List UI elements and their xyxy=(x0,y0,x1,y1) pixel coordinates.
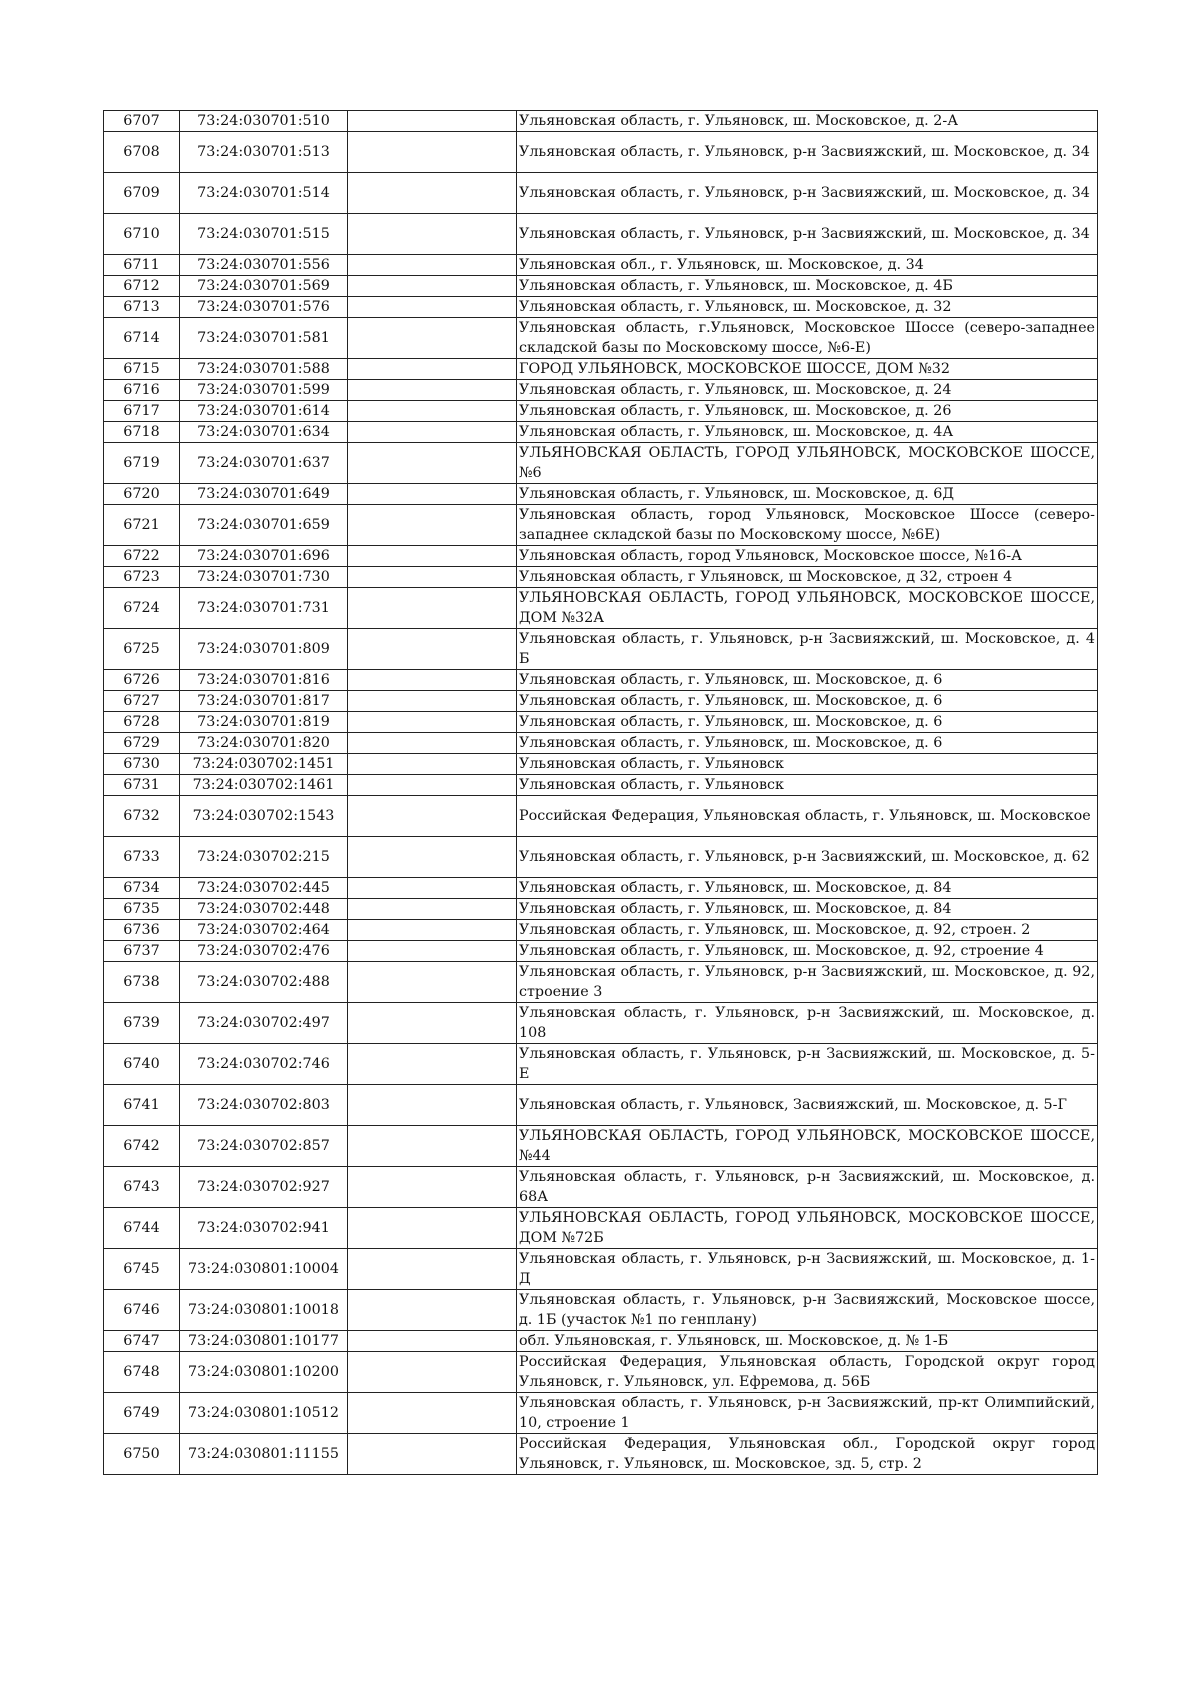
row-number-cell: 6722 xyxy=(104,546,180,567)
row-number-cell: 6724 xyxy=(104,588,180,629)
address-cell: Российская Федерация, Ульяновская обл., Городской округ город Ульяновск, г. Ульяновск, ш. Московское, зд. 5, стр. 2 xyxy=(517,1434,1098,1475)
address-cell: Ульяновская область, г. Ульяновск, р-н Засвияжский, Московское шоссе, д. 1Б (участок №1 по генплану) xyxy=(517,1290,1098,1331)
cadastral-number-cell: 73:24:030701:576 xyxy=(180,297,348,318)
table-row xyxy=(104,588,1098,629)
address-cell: Ульяновская область, г. Ульяновск, ш. Московское, д. 32 xyxy=(517,297,1098,318)
address-cell: Ульяновская область, г. Ульяновск, ш. Московское, д. 6 xyxy=(517,670,1098,691)
address-cell: Ульяновская область, г. Ульяновск xyxy=(517,754,1098,775)
row-number-cell: 6716 xyxy=(104,380,180,401)
row-number-cell: 6721 xyxy=(104,505,180,546)
address-cell: Ульяновская область, г. Ульяновск, ш. Московское, д. 4А xyxy=(517,422,1098,443)
table-row xyxy=(104,1085,1098,1126)
row-number-cell: 6745 xyxy=(104,1249,180,1290)
cadastral-number-cell: 73:24:030702:746 xyxy=(180,1044,348,1085)
address-cell: Ульяновская область, г. Ульяновск, ш. Московское, д. 4Б xyxy=(517,276,1098,297)
table-row xyxy=(104,484,1098,505)
empty-cell xyxy=(348,588,517,629)
cadastral-number-cell: 73:24:030701:637 xyxy=(180,443,348,484)
empty-cell xyxy=(348,380,517,401)
cadastral-number-cell: 73:24:030702:927 xyxy=(180,1167,348,1208)
cadastral-number-cell: 73:24:030701:581 xyxy=(180,318,348,359)
empty-cell xyxy=(348,505,517,546)
row-number-cell: 6715 xyxy=(104,359,180,380)
address-cell: Ульяновская область, г. Ульяновск, р-н Засвияжский, ш. Московское, д. 34 xyxy=(517,173,1098,214)
row-number-cell: 6720 xyxy=(104,484,180,505)
row-number-cell: 6717 xyxy=(104,401,180,422)
address-cell: Ульяновская область, г. Ульяновск, ш. Московское, д. 24 xyxy=(517,380,1098,401)
cadastral-number-cell: 73:24:030702:803 xyxy=(180,1085,348,1126)
row-number-cell: 6726 xyxy=(104,670,180,691)
row-number-cell: 6712 xyxy=(104,276,180,297)
empty-cell xyxy=(348,1126,517,1167)
table-row xyxy=(104,422,1098,443)
row-number-cell: 6735 xyxy=(104,899,180,920)
empty-cell xyxy=(348,1331,517,1352)
empty-cell xyxy=(348,401,517,422)
empty-cell xyxy=(348,837,517,878)
empty-cell xyxy=(348,1290,517,1331)
cadastral-number-cell: 73:24:030701:819 xyxy=(180,712,348,733)
address-cell: Ульяновская область, г. Ульяновск, ш. Московское, д. 84 xyxy=(517,899,1098,920)
table-row xyxy=(104,1352,1098,1393)
cadastral-number-cell: 73:24:030701:659 xyxy=(180,505,348,546)
row-number-cell: 6718 xyxy=(104,422,180,443)
row-number-cell: 6732 xyxy=(104,796,180,837)
address-cell: Ульяновская область, г Ульяновск, ш Московское, д 32, строен 4 xyxy=(517,567,1098,588)
empty-cell xyxy=(348,1167,517,1208)
cadastral-number-cell: 73:24:030701:515 xyxy=(180,214,348,255)
table-row xyxy=(104,1249,1098,1290)
table-row xyxy=(104,629,1098,670)
cadastral-number-cell: 73:24:030701:614 xyxy=(180,401,348,422)
empty-cell xyxy=(348,276,517,297)
table-row xyxy=(104,443,1098,484)
row-number-cell: 6734 xyxy=(104,878,180,899)
row-number-cell: 6736 xyxy=(104,920,180,941)
empty-cell xyxy=(348,712,517,733)
empty-cell xyxy=(348,691,517,712)
empty-cell xyxy=(348,173,517,214)
empty-cell xyxy=(348,567,517,588)
table-row xyxy=(104,962,1098,1003)
table-row xyxy=(104,691,1098,712)
address-cell: Ульяновская область, г. Ульяновск, р-н Засвияжский, пр-кт Олимпийский, 10, строение 1 xyxy=(517,1393,1098,1434)
row-number-cell: 6739 xyxy=(104,1003,180,1044)
cadastral-number-cell: 73:24:030801:10004 xyxy=(180,1249,348,1290)
table-row xyxy=(104,546,1098,567)
row-number-cell: 6727 xyxy=(104,691,180,712)
table-row xyxy=(104,132,1098,173)
empty-cell xyxy=(348,132,517,173)
table-row xyxy=(104,796,1098,837)
address-cell: Ульяновская область, г. Ульяновск, р-н Засвияжский, ш. Московское, д. 92, строение 3 xyxy=(517,962,1098,1003)
table-row xyxy=(104,401,1098,422)
empty-cell xyxy=(348,775,517,796)
address-cell: Ульяновская область, г.Ульяновск, Московское Шоссе (северо-западнее складской базы по Московскому шоссе, №6-Е) xyxy=(517,318,1098,359)
empty-cell xyxy=(348,443,517,484)
table-row xyxy=(104,214,1098,255)
row-number-cell: 6728 xyxy=(104,712,180,733)
cadastral-number-cell: 73:24:030701:599 xyxy=(180,380,348,401)
address-cell: Российская Федерация, Ульяновская область, г. Ульяновск, ш. Московское xyxy=(517,796,1098,837)
cadastral-number-cell: 73:24:030801:11155 xyxy=(180,1434,348,1475)
empty-cell xyxy=(348,941,517,962)
table-row xyxy=(104,733,1098,754)
cadastral-number-cell: 73:24:030801:10512 xyxy=(180,1393,348,1434)
cadastral-number-cell: 73:24:030701:816 xyxy=(180,670,348,691)
address-cell: Ульяновская область, г. Ульяновск, Засвияжский, ш. Московское, д. 5-Г xyxy=(517,1085,1098,1126)
table-row xyxy=(104,111,1098,132)
empty-cell xyxy=(348,1393,517,1434)
empty-cell xyxy=(348,359,517,380)
address-cell: Ульяновская область, г. Ульяновск, р-н Засвияжский, ш. Московское, д. 108 xyxy=(517,1003,1098,1044)
empty-cell xyxy=(348,1434,517,1475)
empty-cell xyxy=(348,422,517,443)
cadastral-number-cell: 73:24:030702:476 xyxy=(180,941,348,962)
row-number-cell: 6749 xyxy=(104,1393,180,1434)
cadastral-number-cell: 73:24:030701:649 xyxy=(180,484,348,505)
table-row xyxy=(104,505,1098,546)
cadastral-number-cell: 73:24:030701:569 xyxy=(180,276,348,297)
address-cell: Ульяновская область, г. Ульяновск, р-н Засвияжский, ш. Московское, д. 34 xyxy=(517,132,1098,173)
cadastral-number-cell: 73:24:030702:857 xyxy=(180,1126,348,1167)
address-cell: Ульяновская область, г. Ульяновск, ш. Московское, д. 84 xyxy=(517,878,1098,899)
cadastral-number-cell: 73:24:030701:556 xyxy=(180,255,348,276)
address-cell: Ульяновская область, г. Ульяновск, ш. Московское, д. 6Д xyxy=(517,484,1098,505)
cadastral-number-cell: 73:24:030702:497 xyxy=(180,1003,348,1044)
table-row xyxy=(104,318,1098,359)
row-number-cell: 6731 xyxy=(104,775,180,796)
empty-cell xyxy=(348,920,517,941)
row-number-cell: 6742 xyxy=(104,1126,180,1167)
cadastral-number-cell: 73:24:030701:820 xyxy=(180,733,348,754)
cadastral-table xyxy=(103,110,1098,1475)
row-number-cell: 6707 xyxy=(104,111,180,132)
row-number-cell: 6708 xyxy=(104,132,180,173)
table-row xyxy=(104,1331,1098,1352)
cadastral-number-cell: 73:24:030702:941 xyxy=(180,1208,348,1249)
address-cell: Ульяновская область, г. Ульяновск, ш. Московское, д. 6 xyxy=(517,733,1098,754)
address-cell: Ульяновская область, г. Ульяновск, р-н Засвияжский, ш. Московское, д. 1-Д xyxy=(517,1249,1098,1290)
address-cell: Ульяновская обл., г. Ульяновск, ш. Московское, д. 34 xyxy=(517,255,1098,276)
row-number-cell: 6719 xyxy=(104,443,180,484)
cadastral-number-cell: 73:24:030701:696 xyxy=(180,546,348,567)
cadastral-number-cell: 73:24:030701:730 xyxy=(180,567,348,588)
cadastral-number-cell: 73:24:030702:1543 xyxy=(180,796,348,837)
table-row xyxy=(104,1044,1098,1085)
address-cell: Ульяновская область, г. Ульяновск, р-н Засвияжский, ш. Московское, д. 68А xyxy=(517,1167,1098,1208)
row-number-cell: 6750 xyxy=(104,1434,180,1475)
table-row xyxy=(104,1126,1098,1167)
empty-cell xyxy=(348,111,517,132)
table-row xyxy=(104,1393,1098,1434)
empty-cell xyxy=(348,670,517,691)
cadastral-number-cell: 73:24:030701:634 xyxy=(180,422,348,443)
cadastral-number-cell: 73:24:030701:513 xyxy=(180,132,348,173)
cadastral-number-cell: 73:24:030702:215 xyxy=(180,837,348,878)
address-cell: Российская Федерация, Ульяновская область, Городской округ город Ульяновск, г. Ульяновск, ул. Ефремова, д. 56Б xyxy=(517,1352,1098,1393)
table-row xyxy=(104,297,1098,318)
row-number-cell: 6714 xyxy=(104,318,180,359)
empty-cell xyxy=(348,878,517,899)
address-cell: Ульяновская область, город Ульяновск, Московское шоссе, №16-А xyxy=(517,546,1098,567)
row-number-cell: 6741 xyxy=(104,1085,180,1126)
empty-cell xyxy=(348,1044,517,1085)
table-row xyxy=(104,173,1098,214)
table-row xyxy=(104,1167,1098,1208)
cadastral-number-cell: 73:24:030801:10018 xyxy=(180,1290,348,1331)
address-cell: Ульяновская область, г. Ульяновск, р-н Засвияжский, ш. Московское, д. 4 Б xyxy=(517,629,1098,670)
cadastral-number-cell: 73:24:030701:809 xyxy=(180,629,348,670)
cadastral-number-cell: 73:24:030701:510 xyxy=(180,111,348,132)
cadastral-number-cell: 73:24:030702:445 xyxy=(180,878,348,899)
empty-cell xyxy=(348,318,517,359)
table-row xyxy=(104,899,1098,920)
cadastral-number-cell: 73:24:030701:731 xyxy=(180,588,348,629)
row-number-cell: 6723 xyxy=(104,567,180,588)
empty-cell xyxy=(348,796,517,837)
row-number-cell: 6730 xyxy=(104,754,180,775)
table-row xyxy=(104,255,1098,276)
address-cell: Ульяновская область, г. Ульяновск, р-н Засвияжский, ш. Московское, д. 34 xyxy=(517,214,1098,255)
row-number-cell: 6737 xyxy=(104,941,180,962)
cadastral-number-cell: 73:24:030702:1461 xyxy=(180,775,348,796)
table-row xyxy=(104,1208,1098,1249)
cadastral-number-cell: 73:24:030801:10200 xyxy=(180,1352,348,1393)
cadastral-number-cell: 73:24:030702:488 xyxy=(180,962,348,1003)
cadastral-number-cell: 73:24:030801:10177 xyxy=(180,1331,348,1352)
address-cell: Ульяновская область, г. Ульяновск, ш. Московское, д. 92, строение 4 xyxy=(517,941,1098,962)
address-cell: Ульяновская область, г. Ульяновск, ш. Московское, д. 26 xyxy=(517,401,1098,422)
table-row xyxy=(104,878,1098,899)
address-cell: УЛЬЯНОВСКАЯ ОБЛАСТЬ, ГОРОД УЛЬЯНОВСК, МОСКОВСКОЕ ШОССЕ, №44 xyxy=(517,1126,1098,1167)
empty-cell xyxy=(348,733,517,754)
empty-cell xyxy=(348,1352,517,1393)
table-row xyxy=(104,1003,1098,1044)
table-row xyxy=(104,775,1098,796)
address-cell: Ульяновская область, г. Ульяновск, ш. Московское, д. 2-А xyxy=(517,111,1098,132)
row-number-cell: 6738 xyxy=(104,962,180,1003)
row-number-cell: 6709 xyxy=(104,173,180,214)
cadastral-number-cell: 73:24:030701:817 xyxy=(180,691,348,712)
address-cell: Ульяновская область, г. Ульяновск, ш. Московское, д. 92, строен. 2 xyxy=(517,920,1098,941)
row-number-cell: 6744 xyxy=(104,1208,180,1249)
empty-cell xyxy=(348,255,517,276)
table-row xyxy=(104,712,1098,733)
empty-cell xyxy=(348,629,517,670)
empty-cell xyxy=(348,214,517,255)
table-row xyxy=(104,754,1098,775)
row-number-cell: 6729 xyxy=(104,733,180,754)
address-cell: Ульяновская область, г. Ульяновск, р-н Засвияжский, ш. Московское, д. 5-Е xyxy=(517,1044,1098,1085)
row-number-cell: 6725 xyxy=(104,629,180,670)
row-number-cell: 6743 xyxy=(104,1167,180,1208)
empty-cell xyxy=(348,484,517,505)
table-row xyxy=(104,380,1098,401)
cadastral-number-cell: 73:24:030702:448 xyxy=(180,899,348,920)
address-cell: ГОРОД УЛЬЯНОВСК, МОСКОВСКОЕ ШОССЕ, ДОМ №32 xyxy=(517,359,1098,380)
row-number-cell: 6710 xyxy=(104,214,180,255)
table-row xyxy=(104,920,1098,941)
table-row xyxy=(104,276,1098,297)
cadastral-number-cell: 73:24:030702:1451 xyxy=(180,754,348,775)
empty-cell xyxy=(348,1208,517,1249)
row-number-cell: 6740 xyxy=(104,1044,180,1085)
address-cell: Ульяновская область, г. Ульяновск, ш. Московское, д. 6 xyxy=(517,712,1098,733)
cadastral-number-cell: 73:24:030702:464 xyxy=(180,920,348,941)
empty-cell xyxy=(348,1085,517,1126)
address-cell: УЛЬЯНОВСКАЯ ОБЛАСТЬ, ГОРОД УЛЬЯНОВСК, МОСКОВСКОЕ ШОССЕ, ДОМ №32А xyxy=(517,588,1098,629)
table-row xyxy=(104,359,1098,380)
row-number-cell: 6748 xyxy=(104,1352,180,1393)
table-row xyxy=(104,670,1098,691)
address-cell: Ульяновская область, г. Ульяновск, ш. Московское, д. 6 xyxy=(517,691,1098,712)
table-row xyxy=(104,1290,1098,1331)
empty-cell xyxy=(348,962,517,1003)
table-row xyxy=(104,1434,1098,1475)
table-row xyxy=(104,941,1098,962)
address-cell: УЛЬЯНОВСКАЯ ОБЛАСТЬ, ГОРОД УЛЬЯНОВСК, МОСКОВСКОЕ ШОССЕ, ДОМ №72Б xyxy=(517,1208,1098,1249)
row-number-cell: 6746 xyxy=(104,1290,180,1331)
empty-cell xyxy=(348,546,517,567)
address-cell: Ульяновская область, г. Ульяновск, р-н Засвияжский, ш. Московское, д. 62 xyxy=(517,837,1098,878)
cadastral-number-cell: 73:24:030701:588 xyxy=(180,359,348,380)
table-row xyxy=(104,567,1098,588)
address-cell: Ульяновская область, г. Ульяновск xyxy=(517,775,1098,796)
cadastral-number-cell: 73:24:030701:514 xyxy=(180,173,348,214)
empty-cell xyxy=(348,297,517,318)
row-number-cell: 6733 xyxy=(104,837,180,878)
table-row xyxy=(104,837,1098,878)
row-number-cell: 6747 xyxy=(104,1331,180,1352)
address-cell: обл. Ульяновская, г. Ульяновск, ш. Московское, д. № 1-Б xyxy=(517,1331,1098,1352)
address-cell: Ульяновская область, город Ульяновск, Московское Шоссе (северо-западнее складской базы по Московскому шоссе, №6Е) xyxy=(517,505,1098,546)
row-number-cell: 6713 xyxy=(104,297,180,318)
empty-cell xyxy=(348,899,517,920)
empty-cell xyxy=(348,1249,517,1290)
address-cell: УЛЬЯНОВСКАЯ ОБЛАСТЬ, ГОРОД УЛЬЯНОВСК, МОСКОВСКОЕ ШОССЕ, №6 xyxy=(517,443,1098,484)
empty-cell xyxy=(348,1003,517,1044)
table-body xyxy=(104,111,1098,1475)
row-number-cell: 6711 xyxy=(104,255,180,276)
empty-cell xyxy=(348,754,517,775)
